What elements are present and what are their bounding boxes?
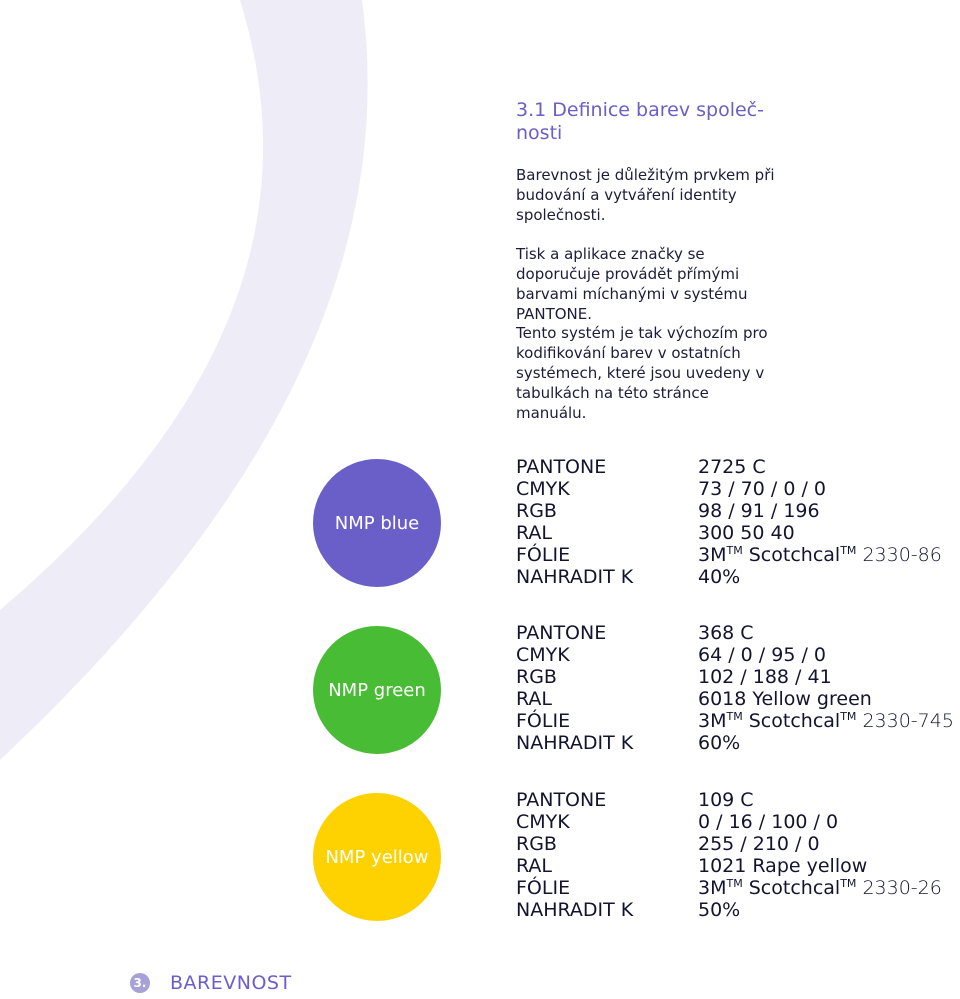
spec-row-nahradit: [516, 566, 956, 588]
color-swatch-blue: [313, 459, 441, 587]
spec-label: CMYK: [516, 478, 570, 500]
spec-value: 1021 Rape yellow: [698, 855, 868, 877]
spec-value: 368 C: [698, 622, 754, 644]
spec-row-nahradit: [516, 899, 956, 921]
spec-row-cmyk: [516, 478, 956, 500]
spec-row-ral: [516, 688, 956, 710]
spec-value: 109 C: [698, 789, 754, 811]
spec-row-ral: [516, 522, 956, 544]
spec-value: 255 / 210 / 0: [698, 833, 820, 855]
color-name: NMP blue: [334, 512, 420, 534]
spec-label: NAHRADIT K: [516, 732, 634, 754]
spec-row-ral: [516, 855, 956, 877]
spec-value: 98 / 91 / 196: [698, 500, 820, 522]
spec-label: NAHRADIT K: [516, 899, 634, 921]
folie-product: Scotchcal: [748, 877, 841, 899]
section-title: 3.1 Definice barev společ-nosti: [516, 99, 764, 144]
folie-product: Scotchcal: [748, 544, 841, 566]
spec-value: 73 / 70 / 0 / 0: [698, 478, 826, 500]
trademark-mark: TM: [726, 544, 743, 557]
chapter-footer: [130, 972, 292, 994]
spec-label: PANTONE: [516, 622, 607, 644]
spec-row-rgb: [516, 666, 956, 688]
spec-label: RAL: [516, 688, 553, 710]
color-name: NMP green: [328, 679, 426, 701]
spec-row-rgb: [516, 500, 956, 522]
folie-code: 2330-86: [862, 544, 942, 566]
spec-value: 300 50 40: [698, 522, 795, 544]
spec-value: 60%: [698, 732, 741, 754]
spec-label: CMYK: [516, 644, 570, 666]
spec-row-cmyk: [516, 811, 956, 833]
spec-row-cmyk: [516, 644, 956, 666]
spec-value: [698, 544, 942, 566]
spec-label: NAHRADIT K: [516, 566, 634, 588]
trademark-mark: TM: [840, 877, 857, 890]
spec-label: FÓLIE: [516, 544, 571, 566]
folie-brand: 3M: [698, 710, 727, 732]
spec-row-folie: [516, 544, 956, 566]
color-spec-blue: [516, 456, 956, 588]
folie-code: 2330-26: [862, 877, 942, 899]
intro-paragraph: Barevnost je důležitým prvkem při budování a vytváření identity společnosti.: [516, 166, 775, 224]
system-paragraph: Tento systém je tak výchozím pro kodifikování barev v ostatních systémech, které jsou uvedeny v tabulkách na této stránce manuálu.: [516, 324, 768, 422]
spec-row-pantone: [516, 622, 956, 644]
spec-label: FÓLIE: [516, 877, 571, 899]
trademark-mark: TM: [840, 544, 857, 557]
spec-row-pantone: [516, 789, 956, 811]
spec-value: 102 / 188 / 41: [698, 666, 832, 688]
color-name: NMP yellow: [325, 846, 429, 868]
folie-product: Scotchcal: [748, 710, 841, 732]
spec-label: RGB: [516, 500, 557, 522]
spec-label: FÓLIE: [516, 710, 571, 732]
folie-brand: 3M: [698, 877, 727, 899]
printing-paragraph: Tisk a aplikace značky se doporučuje provádět přímými barvami míchanými v systému PANTONE.: [516, 245, 748, 323]
trademark-mark: TM: [726, 877, 743, 890]
spec-row-rgb: [516, 833, 956, 855]
spec-row-nahradit: [516, 732, 956, 754]
spec-label: RAL: [516, 522, 553, 544]
spec-label: PANTONE: [516, 789, 607, 811]
spec-label: RAL: [516, 855, 553, 877]
spec-value: 50%: [698, 899, 741, 921]
spec-value: 40%: [698, 566, 741, 588]
spec-value: 2725 C: [698, 456, 766, 478]
color-spec-green: [516, 622, 956, 754]
spec-value: 64 / 0 / 95 / 0: [698, 644, 826, 666]
chapter-number-badge: 3.: [130, 973, 150, 993]
spec-label: CMYK: [516, 811, 570, 833]
spec-row-pantone: [516, 456, 956, 478]
spec-value: 6018 Yellow green: [698, 688, 872, 710]
color-swatch-yellow: [313, 793, 441, 921]
folie-brand: 3M: [698, 544, 727, 566]
spec-value: 0 / 16 / 100 / 0: [698, 811, 839, 833]
spec-value: [698, 710, 954, 732]
trademark-mark: TM: [726, 710, 743, 723]
spec-label: PANTONE: [516, 456, 607, 478]
spec-row-folie: [516, 710, 956, 732]
chapter-name: BAREVNOST: [170, 972, 292, 994]
spec-label: RGB: [516, 833, 557, 855]
spec-label: RGB: [516, 666, 557, 688]
folie-code: 2330-745: [862, 710, 954, 732]
spec-value: [698, 877, 942, 899]
color-spec-yellow: [516, 789, 956, 921]
color-swatch-green: [313, 626, 441, 754]
trademark-mark: TM: [840, 710, 857, 723]
spec-row-folie: [516, 877, 956, 899]
